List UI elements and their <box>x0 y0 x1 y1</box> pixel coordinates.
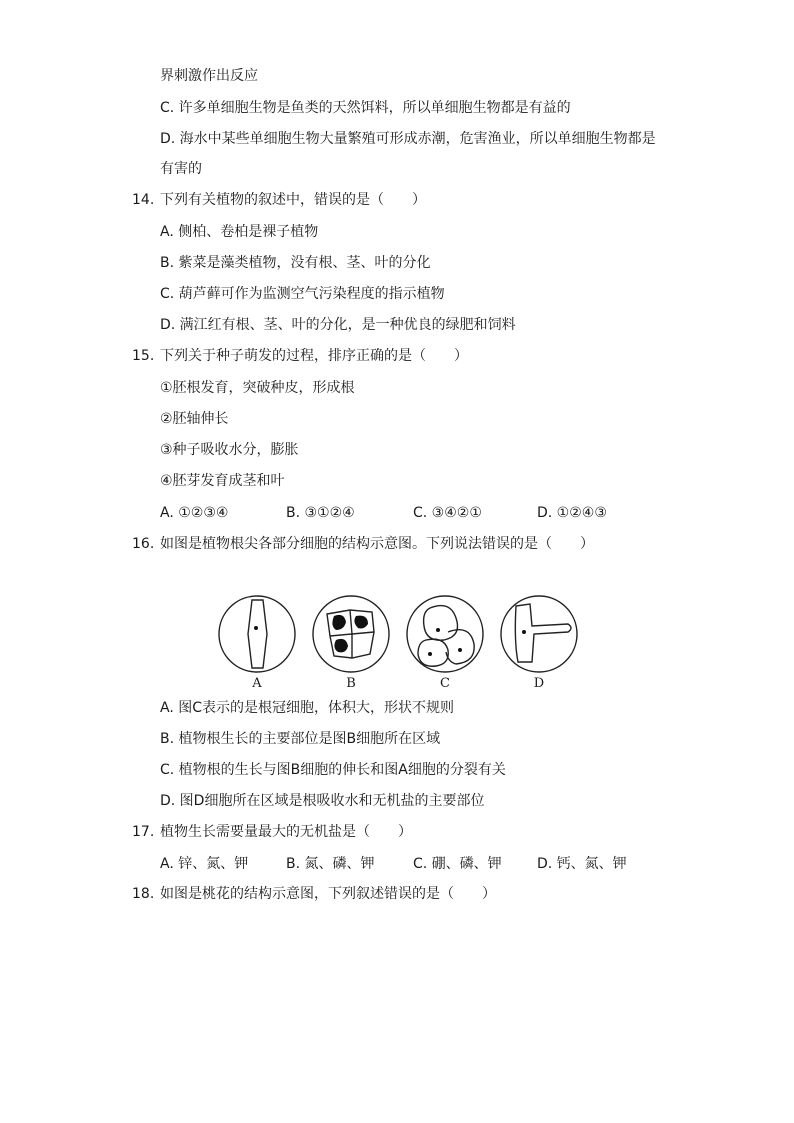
q17-option-a: A. 锌、氮、钾 <box>160 856 249 872</box>
q17-option-d: D. 钙、氮、钾 <box>537 856 627 872</box>
cell-d-nucleus <box>522 630 526 634</box>
q16-option-c: C. 植物根的生长与图B细胞的伸长和图A细胞的分裂有关 <box>160 762 506 778</box>
q14-option-d: D. 满江红有根、茎、叶的分化，是一种优良的绿肥和饲料 <box>160 317 516 333</box>
q18-stem: 如图是桃花的结构示意图，下列叙述错误的是（ ） <box>160 886 496 902</box>
q17-option-c: C. 硼、磷、钾 <box>413 856 502 872</box>
q15-step-2: ②胚轴伸长 <box>160 411 229 427</box>
cell-c-right <box>446 630 474 664</box>
q16-stem: 如图是植物根尖各部分细胞的结构示意图。下列说法错误的是（ ） <box>160 536 594 552</box>
figure-label-b: B <box>346 676 356 691</box>
cell-c-nucleus-3 <box>458 648 462 652</box>
cell-b-nucleus-2 <box>354 616 368 629</box>
q13-option-d: D. 海水中某些单细胞生物大量繁殖可形成赤潮，危害渔业，所以单细胞生物都是 <box>160 131 656 147</box>
q16-option-a: A. 图C表示的是根冠细胞，体积大，形状不规则 <box>160 700 455 716</box>
cell-c-nucleus-2 <box>428 652 432 656</box>
figure-label-d: D <box>533 676 545 691</box>
figure-label-c: C <box>440 676 450 691</box>
cell-c-circle <box>407 596 483 672</box>
q16-option-d: D. 图D细胞所在区域是根吸收水和无机盐的主要部位 <box>160 793 485 809</box>
cell-a-nucleus <box>254 626 258 630</box>
q15-step-4: ④胚芽发育成茎和叶 <box>160 473 285 489</box>
q16-number: 16. <box>132 536 155 552</box>
q14-number: 14. <box>132 192 155 208</box>
cell-c-lower <box>418 639 448 666</box>
cell-a-shape <box>248 600 267 668</box>
q15-option-d: D. ①②④③ <box>537 505 607 521</box>
q15-step-1: ①胚根发育，突破种皮，形成根 <box>160 380 355 396</box>
q14-stem: 下列有关植物的叙述中，错误的是（ ） <box>160 192 426 208</box>
q16-option-b: B. 植物根生长的主要部位是图B细胞所在区域 <box>160 731 441 747</box>
cell-a-circle <box>219 596 295 672</box>
q14-option-a: A. 侧柏、卷柏是裸子植物 <box>160 224 319 240</box>
cell-c-upper <box>424 606 458 641</box>
q15-option-a: A. ①②③④ <box>160 505 229 521</box>
q18-number: 18. <box>132 886 155 902</box>
cell-b-nucleus-3 <box>334 639 348 653</box>
q13-option-c: C. 许多单细胞生物是鱼类的天然饵料，所以单细胞生物都是有益的 <box>160 100 571 116</box>
q14-option-c: C. 葫芦藓可作为监测空气污染程度的指示植物 <box>160 286 445 302</box>
cell-b-nucleus-1 <box>332 615 346 630</box>
q17-option-b: B. 氮、磷、钾 <box>286 856 375 872</box>
root-tip-cells-diagram <box>212 592 582 692</box>
q17-number: 17. <box>132 824 155 840</box>
q14-option-b: B. 紫菜是藻类植物，没有根、茎、叶的分化 <box>160 255 431 271</box>
cell-c-nucleus-1 <box>436 628 440 632</box>
q15-number: 15. <box>132 348 155 364</box>
q13-option-d-continuation: 有害的 <box>160 161 202 177</box>
q15-option-b: B. ③①②④ <box>286 505 355 521</box>
root-tip-cells-figure <box>212 592 582 692</box>
q17-stem: 植物生长需要量最大的无机盐是（ ） <box>160 824 412 840</box>
figure-label-a: A <box>252 676 262 691</box>
q15-option-c: C. ③④②① <box>413 505 482 521</box>
q15-stem: 下列关于种子萌发的过程，排序正确的是（ ） <box>160 348 468 364</box>
q13-continuation: 界刺激作出反应 <box>160 68 258 84</box>
q15-step-3: ③种子吸收水分，膨胀 <box>160 442 299 458</box>
